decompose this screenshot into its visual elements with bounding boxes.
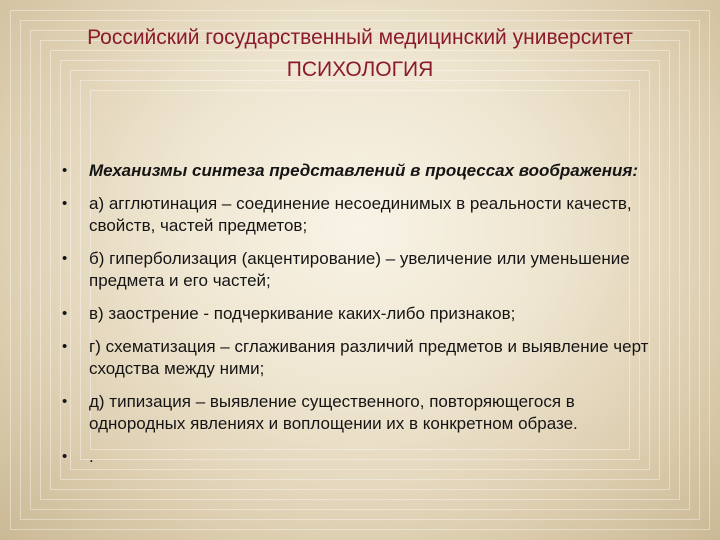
title-line-subject: ПСИХОЛОГИЯ (286, 58, 434, 81)
bullet-icon: • (62, 338, 68, 355)
title-line-university: Российский государственный медицинский университет (87, 26, 633, 49)
list-item (62, 391, 662, 435)
bullet-icon: • (62, 305, 68, 322)
list-heading-item (62, 160, 662, 182)
list-item (62, 248, 662, 292)
list-item-text: . (89, 447, 94, 466)
list-item (62, 336, 662, 380)
list-item (62, 303, 662, 325)
slide-title (20, 22, 700, 86)
bullet-icon: • (62, 250, 68, 267)
list-item-text: д) типизация – выявление существенного, повторяющегося в однородных явлениях и воплощении их в конкретном образе. (89, 392, 578, 433)
list-item-text: б) гиперболизация (акцентирование) – увеличение или уменьшение предмета и его частей; (89, 249, 630, 290)
list-item (62, 193, 662, 237)
bullet-icon: • (62, 162, 68, 179)
list-item-text: в) заострение - подчеркивание каких-либо признаков; (89, 304, 516, 323)
list-item (62, 446, 662, 468)
list-item-text: а) агглютинация – соединение несоединимых в реальности качеств, свойств, частей предметов; (89, 194, 632, 235)
bullet-list (62, 160, 662, 479)
bullet-icon: • (62, 195, 68, 212)
bullet-icon: • (62, 448, 68, 465)
bullet-icon: • (62, 393, 68, 410)
list-item-text: Механизмы синтеза представлений в процессах воображения: (89, 161, 639, 180)
list-item-text: г) схематизация – сглаживания различий предметов и выявление черт сходства между ними; (89, 337, 649, 378)
